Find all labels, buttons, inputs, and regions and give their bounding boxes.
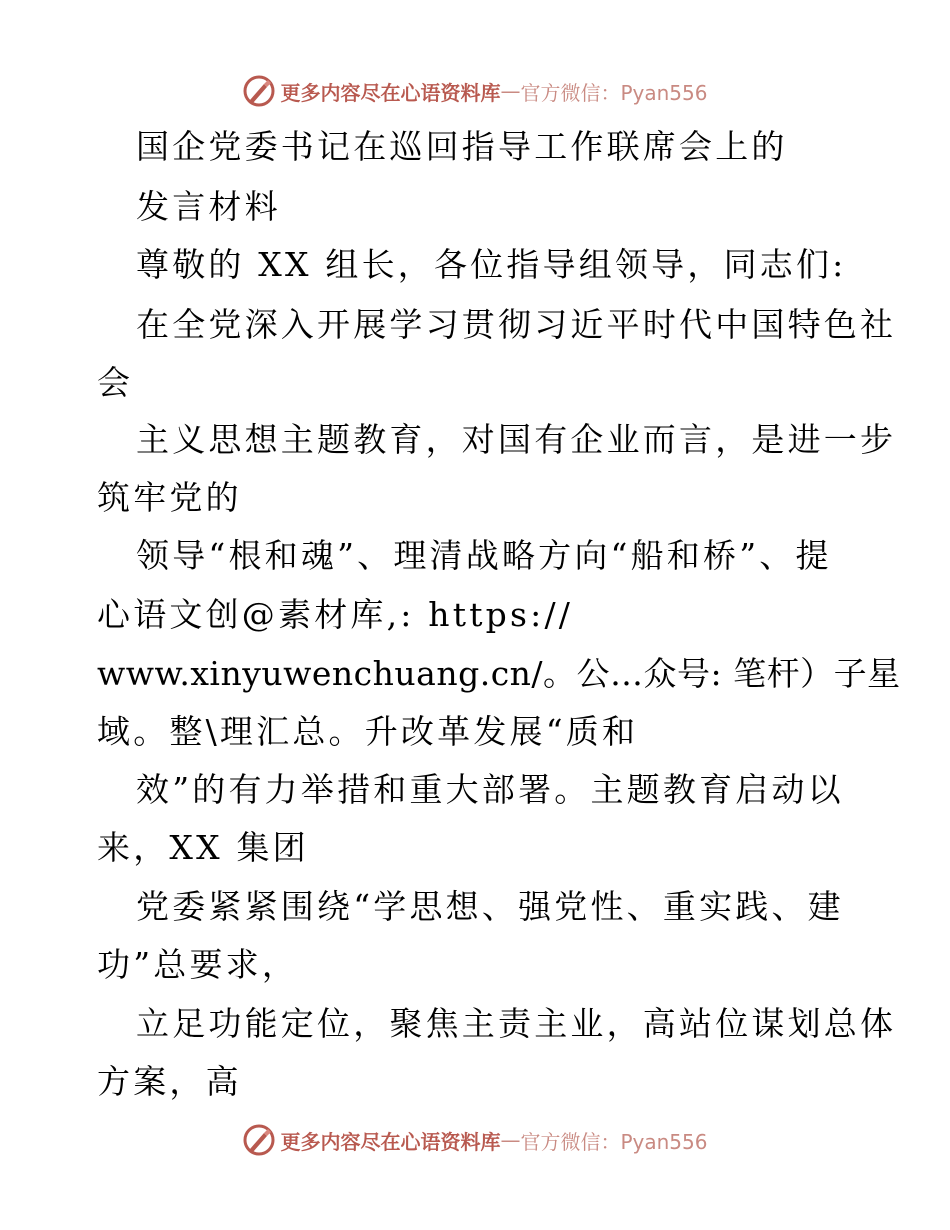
doc-line: 域。整\理汇总。升改革发展“质和	[97, 712, 639, 751]
doc-line: 发言材料	[136, 187, 281, 226]
header-banner	[0, 71, 950, 111]
doc-line: 立足功能定位，聚焦主责主业，高站位谋划总体	[136, 1004, 897, 1043]
banner-text: 更多内容尽在心语资料库	[280, 1129, 501, 1154]
footer-banner	[0, 1120, 950, 1160]
doc-line: 会	[97, 363, 134, 402]
banner-contact: 官方微信：Pyan556	[520, 80, 708, 105]
doc-line: 国企党委书记在巡回指导工作联席会上的	[136, 127, 788, 166]
banner-dash: —	[500, 79, 521, 103]
doc-line: 来，XX 集团	[97, 828, 309, 867]
banner-contact: 官方微信：Pyan556	[520, 1129, 708, 1154]
doc-line: 在全党深入开展学习贯彻习近平时代中国特色社	[136, 305, 897, 344]
doc-line: www.xinyuwenchuang.cn/。公…众号: 笔杆）子星	[97, 654, 901, 693]
doc-line: 主义思想主题教育，对国有企业而言，是进一步	[136, 420, 897, 459]
doc-line: 领导“根和魂”、理清战略方向“船和桥”、提	[136, 536, 832, 575]
doc-line: 方案，高	[97, 1062, 242, 1101]
doc-line: 效”的有力举措和重大部署。主题教育启动以	[136, 770, 844, 809]
doc-line: 筑牢党的	[97, 478, 242, 517]
doc-line: 尊敬的 XX 组长，各位指导组领导，同志们:	[136, 245, 847, 284]
doc-line: 功”总要求，	[97, 945, 299, 984]
banner-dash: —	[500, 1128, 521, 1152]
doc-line: 党委紧紧围绕“学思想、强党性、重实践、建	[136, 887, 844, 926]
doc-line: 心语文创@素材库,: https://	[97, 595, 574, 634]
banner-text: 更多内容尽在心语资料库	[280, 80, 501, 105]
pen-logo-icon	[242, 74, 276, 108]
pen-logo-icon	[242, 1123, 276, 1157]
